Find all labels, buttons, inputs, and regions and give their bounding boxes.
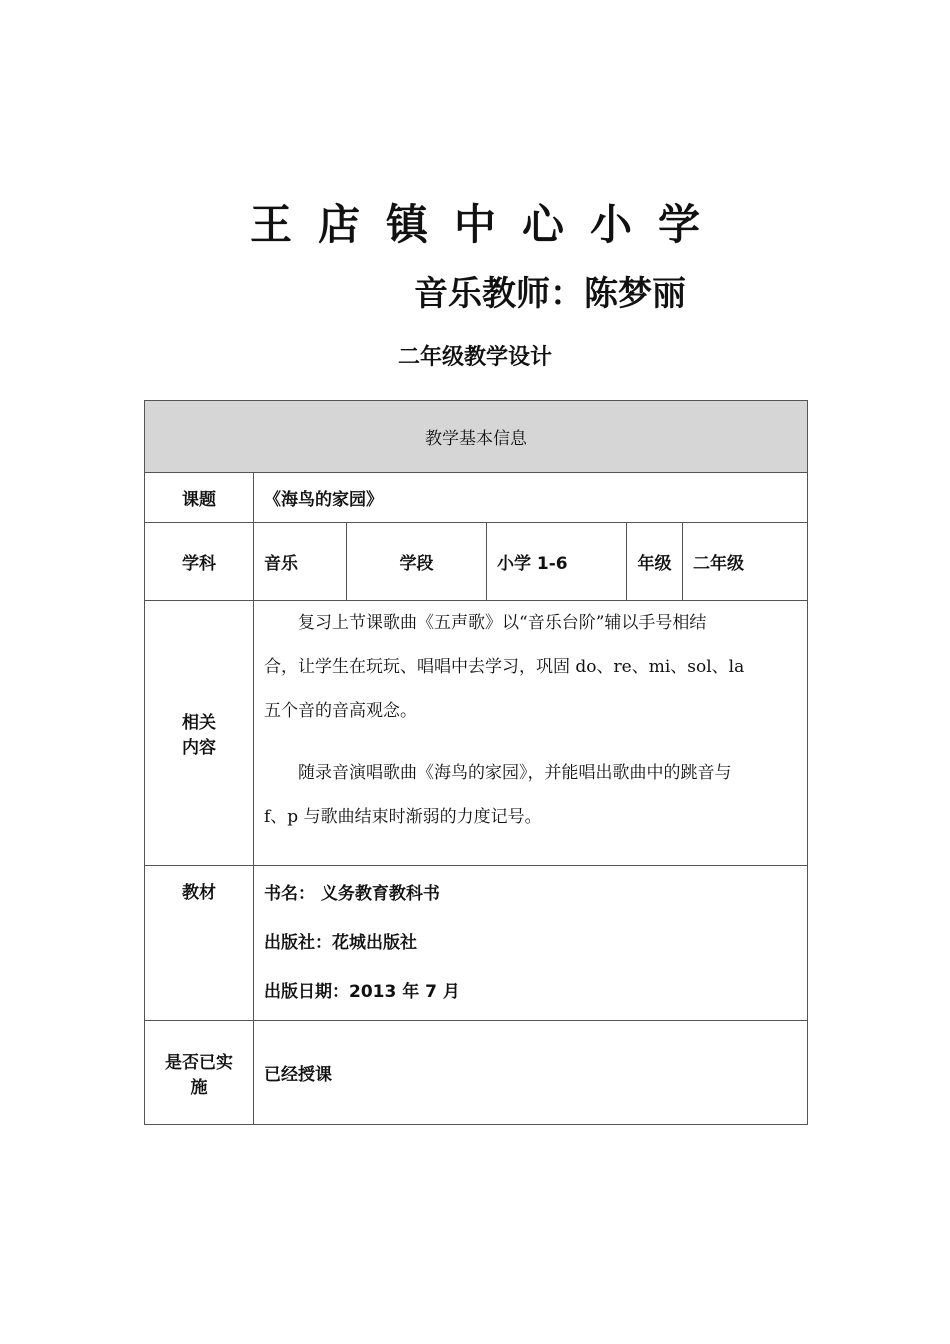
materials-info (254, 866, 808, 1021)
content-label-line2: 内容 (182, 738, 216, 758)
content-text (254, 601, 808, 866)
materials-date: 出版日期：2013 年 7 月 (264, 982, 460, 1002)
table-header-row (145, 401, 808, 473)
implemented-label (145, 1021, 254, 1125)
subject-value: 音乐 (254, 523, 347, 601)
teacher-name: 音乐教师：陈梦丽 (414, 274, 686, 314)
topic-row (145, 473, 808, 523)
content-para1-line3: 五个音的音高观念。 (264, 701, 417, 721)
school-name: 王店镇中心小学 (249, 200, 726, 249)
implemented-label-line2: 施 (190, 1077, 208, 1098)
topic-value: 《海鸟的家园》 (254, 473, 808, 523)
topic-label: 课题 (145, 473, 254, 523)
subject-label: 学科 (145, 523, 254, 601)
materials-row (145, 866, 808, 1021)
content-para2-line2: f、p 与歌曲结束时渐弱的力度记号。 (264, 807, 542, 827)
materials-book: 书名： 义务教育教科书 (264, 884, 440, 904)
section-header: 教学基本信息 (145, 401, 808, 473)
implemented-row (145, 1021, 808, 1125)
document-title: 二年级教学设计 (397, 345, 552, 370)
stage-value: 小学 1-6 (487, 523, 627, 601)
lesson-info-table (144, 400, 808, 1125)
content-para1-line1: 复习上节课歌曲《五声歌》以“音乐台阶”辅以手号相结 (298, 613, 707, 633)
content-row (145, 601, 808, 866)
implemented-value: 已经授课 (254, 1021, 808, 1125)
grade-label: 年级 (627, 523, 683, 601)
materials-publisher: 出版社：花城出版社 (264, 933, 417, 953)
content-label-line1: 相关 (182, 713, 216, 733)
content-para2-line1: 随录音演唱歌曲《海鸟的家园》，并能唱出歌曲中的跳音与 (298, 763, 732, 783)
implemented-label-line1: 是否已实 (165, 1052, 233, 1073)
stage-label: 学段 (347, 523, 487, 601)
subject-row (145, 523, 808, 601)
grade-value: 二年级 (683, 523, 808, 601)
materials-label: 教材 (145, 866, 254, 1021)
content-para1-line2: 合，让学生在玩玩、唱唱中去学习，巩固 do、re、mi、sol、la (264, 657, 745, 677)
content-label (145, 601, 254, 866)
